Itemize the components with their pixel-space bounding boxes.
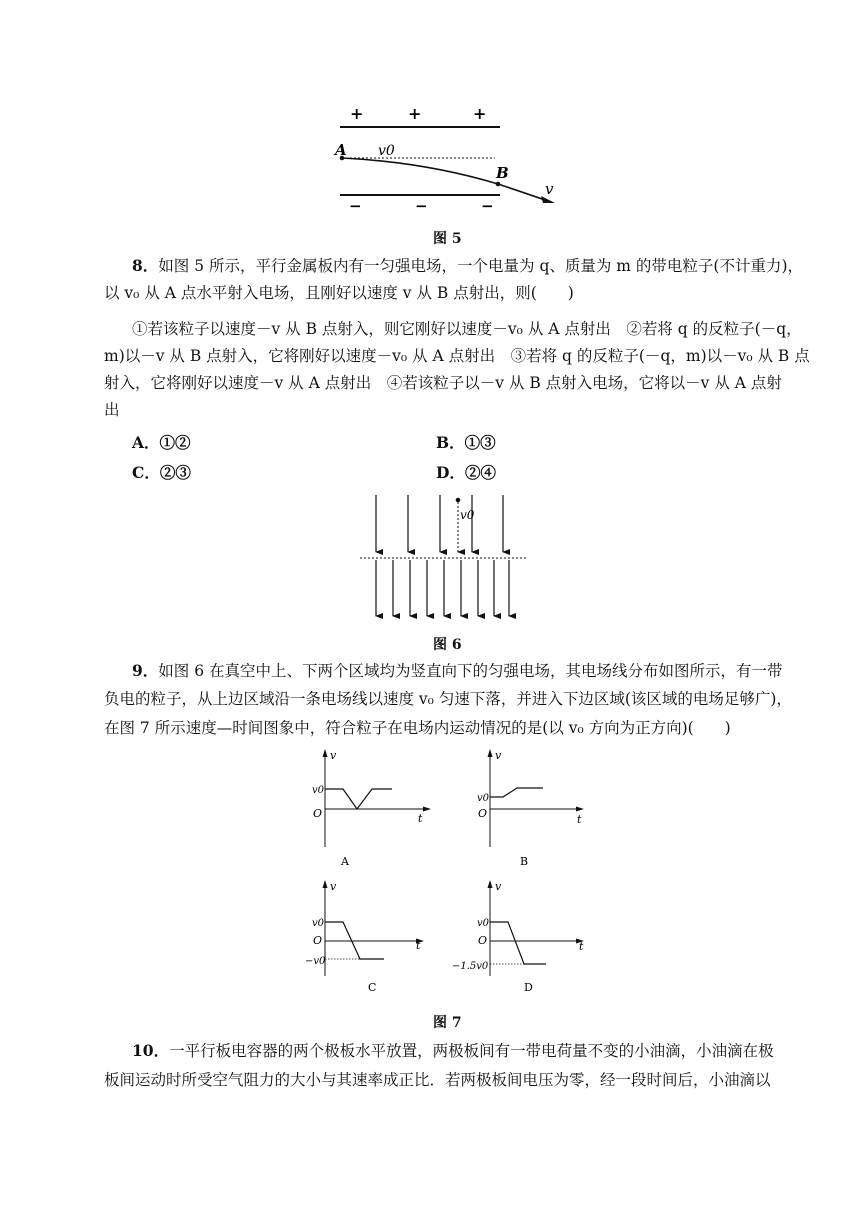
axis-v-label: v	[330, 749, 337, 762]
figure-7-caption: 图 7	[433, 1015, 462, 1031]
q10-line-1: 10．一平行板电容器的两个极板水平放置，两极板间有一带电荷量不变的小油滴，小油滴在极	[132, 1041, 774, 1060]
graph-b	[475, 747, 605, 872]
axis-t-label: t	[416, 939, 421, 952]
axis-v-label: v	[330, 880, 337, 893]
label-v0: v0	[378, 143, 395, 159]
figure-6-diagram	[360, 492, 540, 622]
graph-name: D	[524, 981, 533, 994]
plate-plus-sign: +	[473, 104, 487, 123]
q10-line-2: 板间运动时所受空气阻力的大小与其速率成正比．若两极板间电压为零，经一段时间后，小油滴以	[104, 1071, 771, 1089]
figure-5-caption: 图 5	[433, 231, 462, 247]
q8-option-a: A．①②	[132, 433, 191, 452]
q10-number: 10．	[132, 1041, 170, 1060]
q8-line-4: m)以－v 从 B 点射入，它将刚好以速度－v₀ 从 A 点射出 ③若将 q 的反粒子(－q，m)以－v₀ 从 B 点	[104, 347, 810, 365]
tick-v0: v0	[477, 793, 490, 804]
tick-v0: v0	[312, 918, 325, 929]
axis-t-label: t	[579, 940, 584, 953]
point-b	[496, 182, 501, 187]
graph-name: A	[341, 855, 349, 868]
q8-option-c: C．②③	[132, 463, 191, 482]
tick-neg: −v0	[305, 956, 326, 967]
q8-line-2: 以 v₀ 从 A 点水平射入电场，且刚好以速度 v 从 B 点射出，则( )	[104, 284, 574, 302]
graph-c	[305, 878, 440, 998]
upper-field-lines	[376, 495, 503, 552]
plate-minus-sign: −	[415, 197, 428, 215]
q9-line-1: 9．如图 6 在真空中上、下两个区域均为竖直向下的匀强电场，其电场线分布如图所示，有一带	[132, 661, 783, 680]
q8-option-d: D．②④	[436, 463, 496, 482]
graph-d	[452, 878, 605, 998]
axis-v-label: v	[495, 880, 502, 893]
label-a: A	[335, 141, 347, 159]
graph-line	[490, 788, 543, 797]
graph-a	[310, 747, 440, 872]
label-b: B	[496, 164, 509, 182]
q9-line-2: 负电的粒子，从上边区域沿一条电场线以速度 v₀ 匀速下落，并进入下边区域(该区域的电场足够广)，	[104, 690, 792, 708]
tick-v0: v0	[312, 785, 325, 796]
label-v: v	[545, 180, 554, 198]
q9-number: 9．	[132, 661, 159, 680]
plate-plus-sign: +	[350, 104, 364, 123]
graph-name: C	[368, 981, 377, 994]
label-v0: v0	[460, 508, 475, 522]
q8-option-b: B．①③	[436, 433, 496, 452]
figure-6-caption: 图 6	[433, 637, 462, 653]
q9-line-3: 在图 7 所示速度—时间图象中，符合粒子在电场内运动情况的是(以 v₀ 方向为正方向)( )	[104, 719, 731, 737]
particle	[456, 498, 461, 503]
lower-field-lines	[376, 560, 509, 616]
graph-line	[490, 922, 546, 964]
axis-t-label: t	[418, 812, 423, 825]
q8-line-1: 8．如图 5 所示，平行金属板内有一匀强电场，一个电量为 q、质量为 m 的带电粒子(不计重力)，	[132, 256, 804, 275]
q8-number: 8．	[132, 256, 159, 275]
origin-label: O	[478, 807, 488, 820]
origin-label: O	[478, 934, 488, 947]
origin-label: O	[313, 807, 323, 820]
plate-plus-sign: +	[408, 104, 422, 123]
origin-label: O	[313, 934, 323, 947]
plate-minus-sign: −	[349, 197, 362, 215]
q8-line-6: 出	[104, 401, 120, 419]
q8-line-3: ①若该粒子以速度－v 从 B 点射入，则它刚好以速度－v₀ 从 A 点射出 ②若将 q 的反粒子(－q，	[132, 320, 802, 338]
plate-minus-sign: −	[481, 197, 494, 215]
graph-line	[325, 789, 392, 809]
figure-5-diagram	[330, 100, 570, 215]
tick-neg: −1.5v0	[452, 961, 489, 972]
tick-v0: v0	[477, 918, 490, 929]
axis-v-label: v	[495, 749, 502, 762]
axis-t-label: t	[577, 813, 582, 826]
q8-line-5: 射入，它将刚好以速度－v 从 A 点射出 ④若该粒子以－v 从 B 点射入电场，它将以－v 从 A 点射	[104, 374, 782, 392]
graph-name: B	[520, 855, 529, 868]
